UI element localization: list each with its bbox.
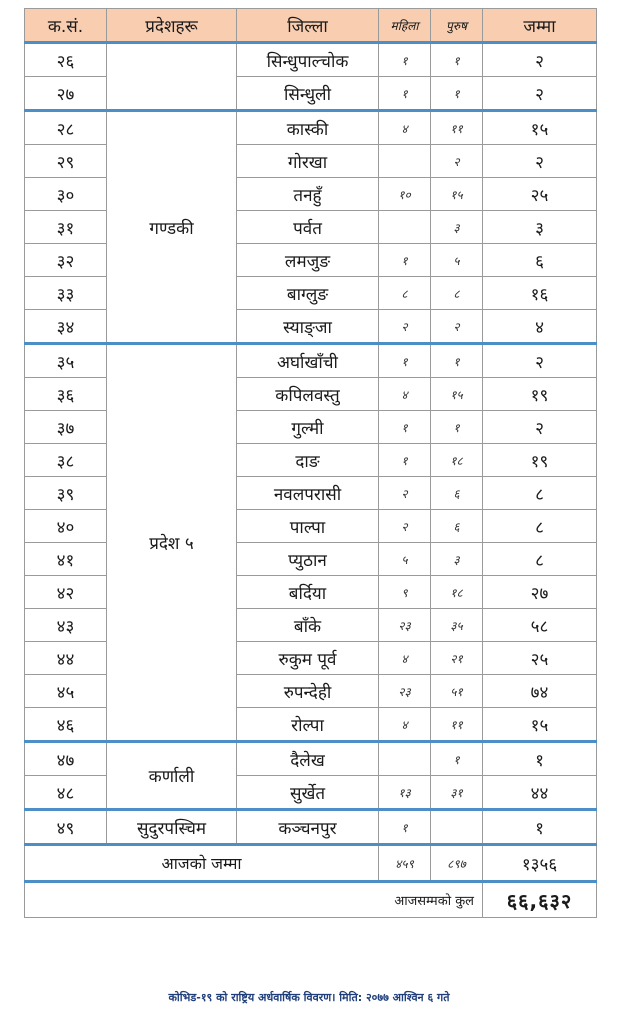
district-name: गोरखा xyxy=(237,145,379,178)
district-name: बर्दिया xyxy=(237,576,379,609)
district-name: कपिलवस्तु xyxy=(237,378,379,411)
total-count: १५ xyxy=(483,111,597,145)
female-count: २ xyxy=(379,510,431,543)
serial-number: २६ xyxy=(25,43,107,77)
district-name: रुपन्देही xyxy=(237,675,379,708)
district-name: लमजुङ xyxy=(237,244,379,277)
serial-number: ४५ xyxy=(25,675,107,708)
serial-number: ४३ xyxy=(25,609,107,642)
male-count: २ xyxy=(431,310,483,344)
serial-number: ३१ xyxy=(25,211,107,244)
district-name: रोल्पा xyxy=(237,708,379,742)
serial-number: ३८ xyxy=(25,444,107,477)
district-name: कञ्चनपुर xyxy=(237,810,379,845)
male-count: ८ xyxy=(431,277,483,310)
table-body xyxy=(25,43,597,845)
total-count: ५८ xyxy=(483,609,597,642)
female-count: ९ xyxy=(379,576,431,609)
male-count: ३५ xyxy=(431,609,483,642)
male-count: १ xyxy=(431,411,483,444)
total-count: ७४ xyxy=(483,675,597,708)
female-count: २ xyxy=(379,310,431,344)
female-count: ५ xyxy=(379,543,431,576)
province-name: प्रदेश ५ xyxy=(107,344,237,742)
male-count: १ xyxy=(431,344,483,378)
cumulative-row xyxy=(25,882,597,918)
district-name: कास्की xyxy=(237,111,379,145)
female-count: ४ xyxy=(379,708,431,742)
serial-number: ३२ xyxy=(25,244,107,277)
male-count: ६ xyxy=(431,510,483,543)
male-count xyxy=(431,810,483,845)
female-count: ४ xyxy=(379,378,431,411)
district-name: बाग्लुङ xyxy=(237,277,379,310)
district-name: सुर्खेत xyxy=(237,776,379,810)
serial-number: ३७ xyxy=(25,411,107,444)
male-count: ३ xyxy=(431,211,483,244)
district-name: स्याङ्जा xyxy=(237,310,379,344)
total-count: १९ xyxy=(483,378,597,411)
serial-number: २८ xyxy=(25,111,107,145)
male-count: १८ xyxy=(431,444,483,477)
male-count: १५ xyxy=(431,178,483,211)
female-count: २३ xyxy=(379,675,431,708)
male-count: ३१ xyxy=(431,776,483,810)
total-count: ३ xyxy=(483,211,597,244)
total-count: १९ xyxy=(483,444,597,477)
male-count: ५ xyxy=(431,244,483,277)
district-name: रुकुम पूर्व xyxy=(237,642,379,675)
covid-district-table xyxy=(24,8,597,918)
female-count: १ xyxy=(379,43,431,77)
total-count: १५ xyxy=(483,708,597,742)
cumulative-value: ६६,६३२ xyxy=(483,882,597,918)
district-name: तनहुँ xyxy=(237,178,379,211)
total-count: २ xyxy=(483,43,597,77)
total-count: २ xyxy=(483,77,597,111)
female-count: १ xyxy=(379,411,431,444)
female-count: ८ xyxy=(379,277,431,310)
male-count: ११ xyxy=(431,708,483,742)
district-name: अर्घाखाँची xyxy=(237,344,379,378)
total-count: ४ xyxy=(483,310,597,344)
total-count: ४४ xyxy=(483,776,597,810)
header-female: महिला xyxy=(379,9,431,43)
serial-number: ४६ xyxy=(25,708,107,742)
district-name: बाँके xyxy=(237,609,379,642)
today-total-label: आजको जम्मा xyxy=(25,845,379,882)
female-count: २ xyxy=(379,477,431,510)
total-count: २५ xyxy=(483,642,597,675)
female-count: २३ xyxy=(379,609,431,642)
total-count: ८ xyxy=(483,477,597,510)
male-count: १८ xyxy=(431,576,483,609)
female-count: १ xyxy=(379,77,431,111)
female-count: ४ xyxy=(379,111,431,145)
female-count: १ xyxy=(379,244,431,277)
header-male: पुरुष xyxy=(431,9,483,43)
serial-number: ३३ xyxy=(25,277,107,310)
serial-number: ४० xyxy=(25,510,107,543)
today-total-row xyxy=(25,845,597,882)
total-count: २७ xyxy=(483,576,597,609)
district-name: पाल्पा xyxy=(237,510,379,543)
male-count: ३ xyxy=(431,543,483,576)
header-total: जम्मा xyxy=(483,9,597,43)
serial-number: ४४ xyxy=(25,642,107,675)
female-count: ४ xyxy=(379,642,431,675)
header-row xyxy=(25,9,597,43)
total-count: १६ xyxy=(483,277,597,310)
serial-number: ४९ xyxy=(25,810,107,845)
male-count: २ xyxy=(431,145,483,178)
header-province: प्रदेशहरू xyxy=(107,9,237,43)
table-row xyxy=(25,43,597,77)
male-count: ११ xyxy=(431,111,483,145)
female-count: १ xyxy=(379,810,431,845)
province-name xyxy=(107,43,237,111)
male-count: १५ xyxy=(431,378,483,411)
female-count: १ xyxy=(379,444,431,477)
serial-number: ४७ xyxy=(25,742,107,776)
serial-number: २७ xyxy=(25,77,107,111)
table-row xyxy=(25,742,597,776)
table-row xyxy=(25,810,597,845)
serial-number: ३४ xyxy=(25,310,107,344)
male-count: ५१ xyxy=(431,675,483,708)
total-count: २ xyxy=(483,411,597,444)
district-name: प्युठान xyxy=(237,543,379,576)
province-name: कर्णाली xyxy=(107,742,237,810)
district-name: सिन्धुपाल्चोक xyxy=(237,43,379,77)
total-count: २५ xyxy=(483,178,597,211)
today-total: १३५६ xyxy=(483,845,597,882)
district-name: दैलेख xyxy=(237,742,379,776)
female-count xyxy=(379,211,431,244)
female-count: १० xyxy=(379,178,431,211)
header-sn: क.सं. xyxy=(25,9,107,43)
total-count: ८ xyxy=(483,543,597,576)
province-name: सुदुरपस्चिम xyxy=(107,810,237,845)
serial-number: ४२ xyxy=(25,576,107,609)
today-male: ८९७ xyxy=(431,845,483,882)
district-name: सिन्धुली xyxy=(237,77,379,111)
serial-number: ३० xyxy=(25,178,107,211)
female-count: १ xyxy=(379,344,431,378)
male-count: १ xyxy=(431,77,483,111)
district-name: दाङ xyxy=(237,444,379,477)
total-count: २ xyxy=(483,344,597,378)
district-name: गुल्मी xyxy=(237,411,379,444)
serial-number: २९ xyxy=(25,145,107,178)
total-count: १ xyxy=(483,742,597,776)
total-count: १ xyxy=(483,810,597,845)
serial-number: ४८ xyxy=(25,776,107,810)
serial-number: ३५ xyxy=(25,344,107,378)
female-count xyxy=(379,145,431,178)
male-count: ६ xyxy=(431,477,483,510)
total-count: २ xyxy=(483,145,597,178)
serial-number: ३९ xyxy=(25,477,107,510)
table-row xyxy=(25,111,597,145)
district-name: नवलपरासी xyxy=(237,477,379,510)
header-district: जिल्ला xyxy=(237,9,379,43)
cumulative-label: आजसम्मको कुल xyxy=(25,882,483,918)
male-count: १ xyxy=(431,43,483,77)
province-name: गण्डकी xyxy=(107,111,237,344)
male-count: २१ xyxy=(431,642,483,675)
footer-caption: कोभिड-१९ को राष्ट्रिय अर्धवार्षिक विवरण। मिति: २०७७ आश्विन ६ गते xyxy=(168,991,450,1004)
male-count: १ xyxy=(431,742,483,776)
female-count: १३ xyxy=(379,776,431,810)
today-female: ४५९ xyxy=(379,845,431,882)
serial-number: ३६ xyxy=(25,378,107,411)
total-count: ८ xyxy=(483,510,597,543)
table-row xyxy=(25,344,597,378)
female-count xyxy=(379,742,431,776)
total-count: ६ xyxy=(483,244,597,277)
serial-number: ४१ xyxy=(25,543,107,576)
district-name: पर्वत xyxy=(237,211,379,244)
